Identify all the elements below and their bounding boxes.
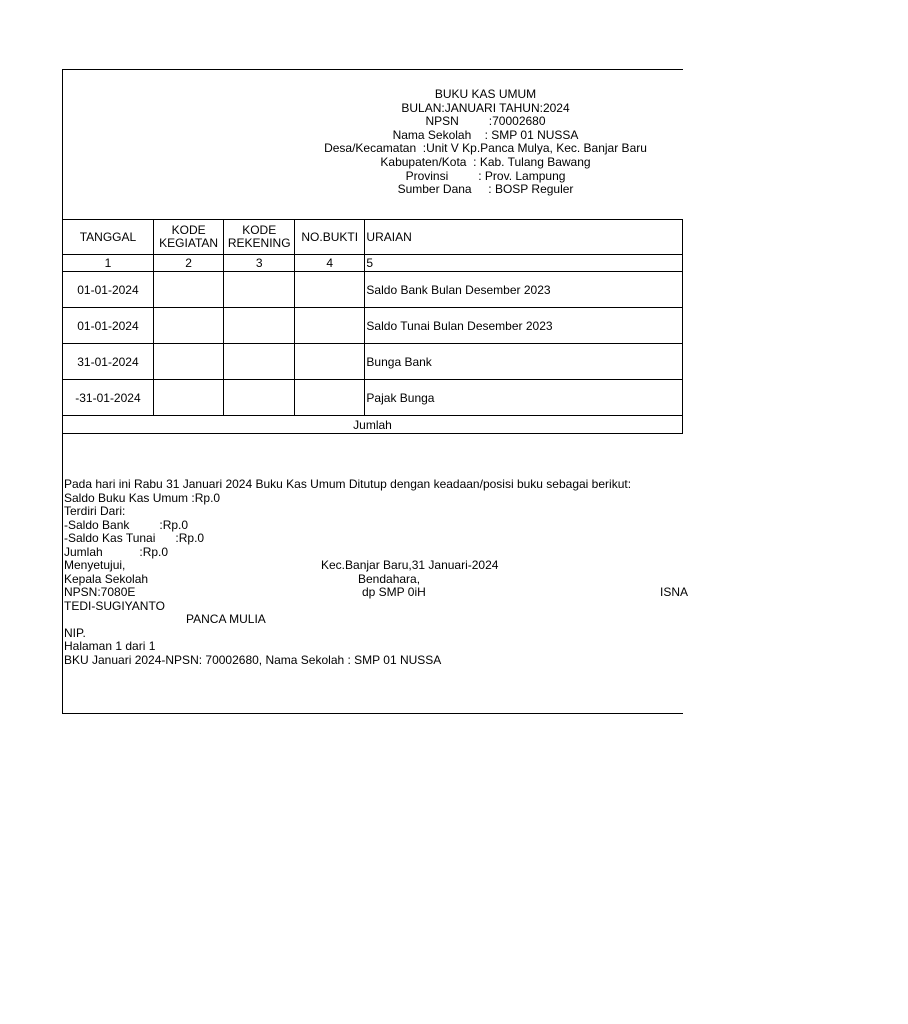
statement-line bbox=[64, 573, 704, 587]
dp-text: dp SMP 0iH bbox=[362, 585, 426, 599]
school-village: Desa/Kecamatan :Unit V Kp.Panca Mulya, Kec. Banjar Baru bbox=[324, 141, 647, 156]
school-regency: Kabupaten/Kota : Kab. Tulang Bawang bbox=[380, 154, 591, 169]
statement-line bbox=[64, 613, 704, 627]
treasurer-title: Bendahara, bbox=[358, 571, 421, 586]
statement-line bbox=[64, 640, 704, 654]
row-account-code bbox=[224, 272, 295, 308]
column-header: KODE REKENING bbox=[224, 220, 295, 255]
statement-line bbox=[64, 627, 704, 641]
column-header: TANGGAL bbox=[63, 220, 153, 255]
school-npsn: NPSN :70002680 bbox=[425, 114, 546, 129]
row-proof-number bbox=[295, 344, 365, 380]
row-account-code bbox=[224, 380, 295, 416]
isn-text: ISNA bbox=[660, 585, 689, 599]
row-activity-code bbox=[153, 344, 223, 380]
cash-book-table bbox=[63, 219, 683, 434]
statement-line bbox=[64, 532, 704, 546]
school-province: Provinsi : Prov. Lampung bbox=[405, 168, 566, 183]
row-activity-code bbox=[153, 308, 223, 344]
nip-text: NIP. bbox=[64, 625, 86, 640]
column-number: 4 bbox=[295, 255, 365, 272]
statement-line bbox=[64, 546, 704, 560]
row-account-code bbox=[224, 344, 295, 380]
statement-line bbox=[64, 654, 704, 668]
statement-line bbox=[64, 586, 704, 600]
table-row bbox=[63, 272, 683, 308]
approve-text: Menyetujui, bbox=[64, 558, 126, 572]
table-row bbox=[63, 308, 683, 344]
total-label: Jumlah bbox=[63, 416, 683, 434]
school-name: Nama Sekolah : SMP 01 NUSSA bbox=[392, 127, 579, 142]
cash-balance-text: -Saldo Kas Tunai :Rp.0 bbox=[64, 531, 205, 545]
row-proof-number bbox=[295, 380, 365, 416]
row-account-code bbox=[224, 308, 295, 344]
row-description: Saldo Tunai Bulan Desember 2023 bbox=[365, 308, 683, 344]
closing-statement bbox=[64, 478, 704, 667]
column-header: KODE KEGIATAN bbox=[153, 220, 223, 255]
headmaster-title: Kepala Sekolah bbox=[64, 571, 149, 586]
fund-source: Sumber Dana : BOSP Reguler bbox=[397, 182, 574, 197]
column-header: URAIAN bbox=[365, 220, 683, 255]
row-description: Pajak Bunga bbox=[365, 380, 683, 416]
statement-line bbox=[64, 559, 704, 573]
row-date: 01-01-2024 bbox=[63, 272, 153, 308]
report-period: BULAN:JANUARI TAHUN:2024 bbox=[401, 100, 570, 115]
column-number-row bbox=[63, 255, 683, 272]
statement-line bbox=[64, 505, 704, 519]
total-row bbox=[63, 416, 683, 434]
column-header: NO.BUKTI bbox=[295, 220, 365, 255]
statement-line bbox=[64, 519, 704, 533]
village-name: PANCA MULIA bbox=[186, 612, 266, 626]
statement-line bbox=[64, 478, 704, 492]
column-number: 2 bbox=[153, 255, 223, 272]
column-number: 3 bbox=[224, 255, 295, 272]
page-number: Halaman 1 dari 1 bbox=[64, 639, 156, 653]
report-header bbox=[63, 88, 908, 197]
table-header-row bbox=[63, 220, 683, 255]
report-title: BUKU KAS UMUM bbox=[434, 87, 537, 101]
place-date-text: Kec.Banjar Baru,31 Januari-2024 bbox=[321, 558, 499, 572]
row-date: 01-01-2024 bbox=[63, 308, 153, 344]
balance-text: Saldo Buku Kas Umum :Rp.0 bbox=[64, 490, 221, 505]
cash-book-sheet bbox=[62, 69, 689, 714]
row-description: Bunga Bank bbox=[365, 344, 683, 380]
npsn-code: NPSN:7080E bbox=[64, 585, 136, 599]
headmaster-name: TEDI-SUGIYANTO bbox=[64, 598, 165, 613]
consists-text: Terdiri Dari: bbox=[64, 504, 126, 518]
row-date: 31-01-2024 bbox=[63, 344, 153, 380]
sum-text: Jumlah :Rp.0 bbox=[64, 544, 169, 559]
statement-line bbox=[64, 600, 704, 614]
table-row bbox=[63, 344, 683, 380]
table-row bbox=[63, 380, 683, 416]
document-reference: BKU Januari 2024-NPSN: 70002680, Nama Sekolah : SMP 01 NUSSA bbox=[64, 652, 442, 667]
row-activity-code bbox=[153, 380, 223, 416]
statement-line bbox=[64, 492, 704, 506]
row-description: Saldo Bank Bulan Desember 2023 bbox=[365, 272, 683, 308]
row-proof-number bbox=[295, 308, 365, 344]
column-number: 1 bbox=[63, 255, 153, 272]
bank-balance-text: -Saldo Bank :Rp.0 bbox=[64, 517, 189, 532]
column-number: 5 bbox=[365, 255, 683, 272]
row-date: -31-01-2024 bbox=[63, 380, 153, 416]
row-activity-code bbox=[153, 272, 223, 308]
closing-sentence: Pada hari ini Rabu 31 Januari 2024 Buku Kas Umum Ditutup dengan keadaan/posisi buku sebagai berikut: bbox=[64, 477, 632, 491]
row-proof-number bbox=[295, 272, 365, 308]
